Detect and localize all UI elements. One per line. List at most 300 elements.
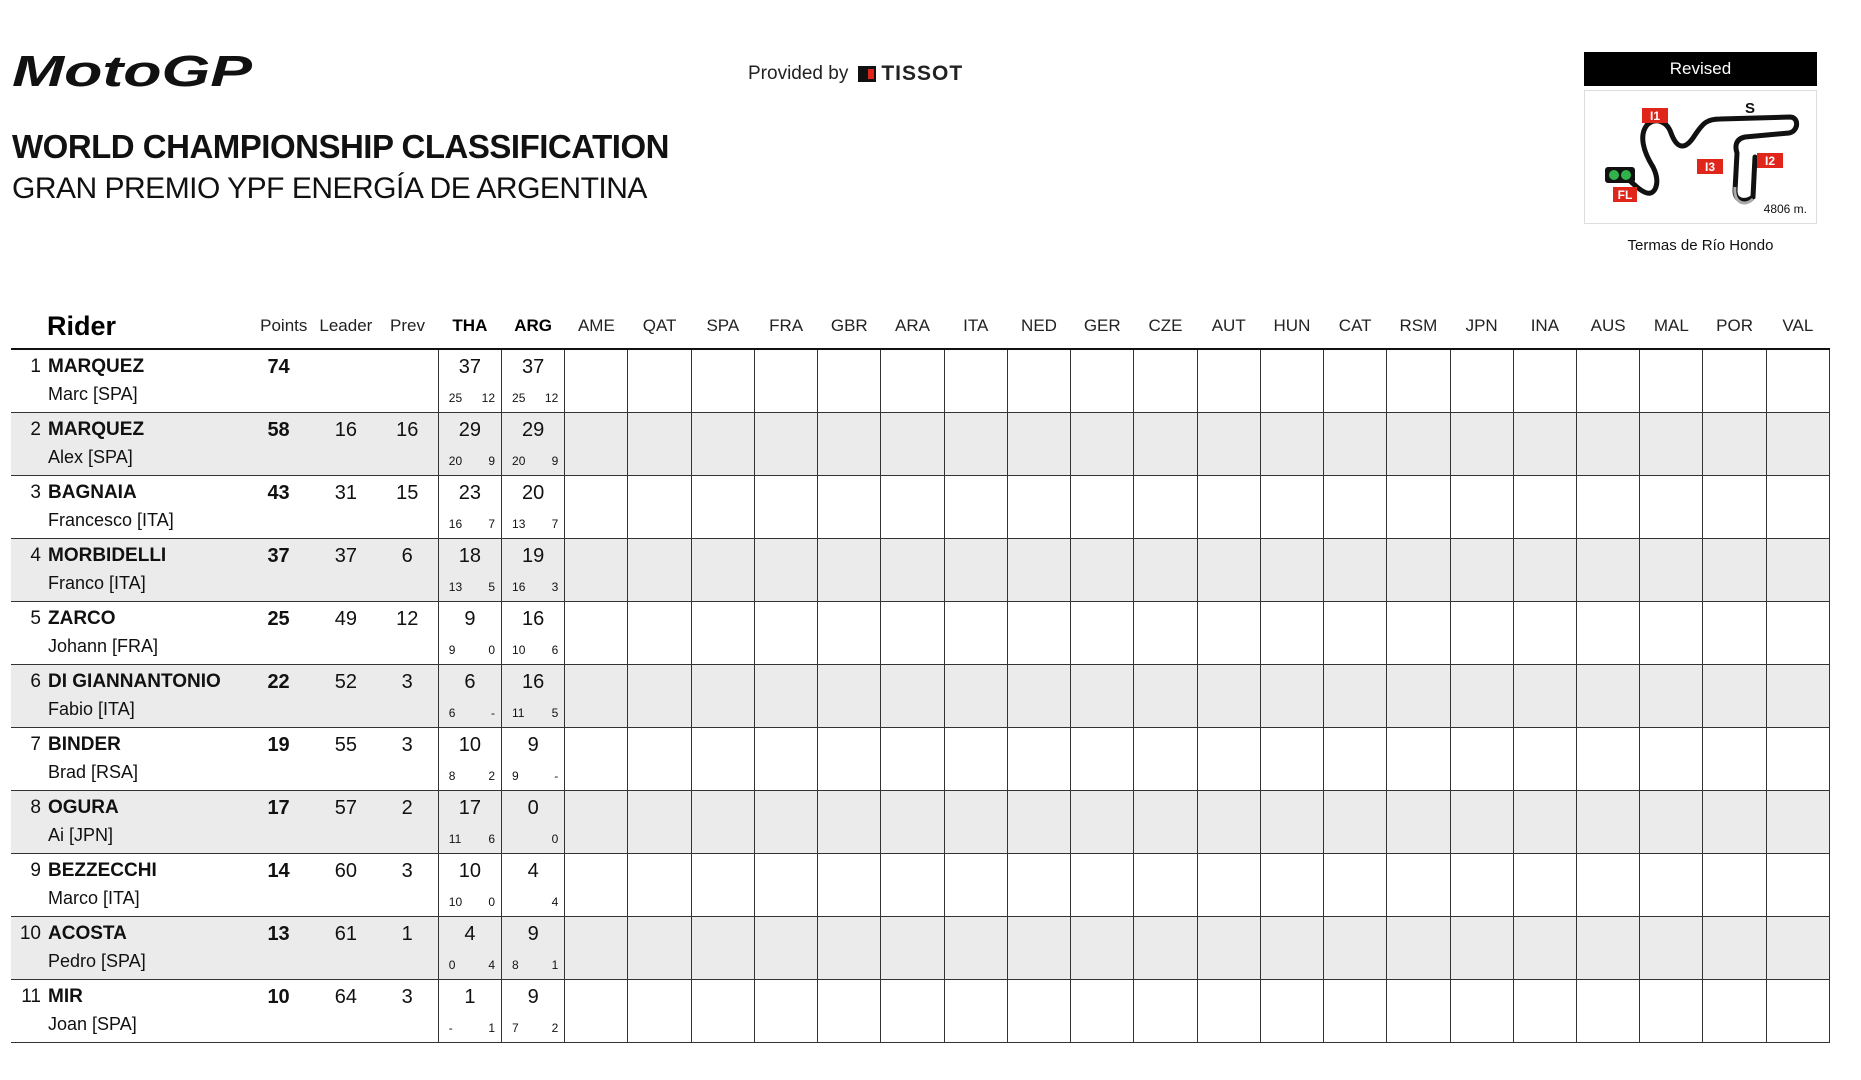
- round-header-ame: AME: [577, 316, 615, 335]
- prev-gap-cell: 6: [401, 544, 413, 567]
- round-cell-por: [1703, 538, 1766, 601]
- round-cell-cat: [1324, 853, 1387, 916]
- round-cell-ita: [944, 664, 1007, 727]
- sprint-points: 2: [488, 768, 496, 783]
- round-cell-ned: [1007, 538, 1070, 601]
- round-cell-aut: [1197, 979, 1260, 1042]
- round-total: 37: [458, 356, 482, 378]
- round-cell-ned: [1007, 349, 1070, 412]
- points-cell: 14: [267, 859, 290, 882]
- round-cell-jpn: [1450, 412, 1513, 475]
- round-cell-gbr: [818, 790, 881, 853]
- round-cell-arg: [502, 412, 565, 475]
- position: 5: [30, 607, 41, 629]
- leader-gap-cell: 31: [334, 481, 357, 504]
- sprint-points: 1: [551, 957, 559, 972]
- race-points: 8: [448, 768, 456, 783]
- rider-cell: [11, 664, 252, 727]
- round-cell-ina: [1513, 916, 1576, 979]
- round-header-tha: THA: [452, 316, 488, 335]
- page-title: WORLD CHAMPIONSHIP CLASSIFICATION: [12, 128, 669, 165]
- round-cell-gbr: [818, 727, 881, 790]
- round-cell-rsm: [1387, 727, 1450, 790]
- sprint-points: -: [491, 705, 496, 720]
- race-points: 10: [448, 894, 463, 909]
- round-cell-ame: [565, 349, 628, 412]
- round-header-rsm: RSM: [1399, 316, 1438, 335]
- round-total: 0: [527, 796, 539, 819]
- round-header-mal: MAL: [1653, 316, 1689, 335]
- round-cell-val: [1766, 916, 1829, 979]
- points-cell: 13: [267, 922, 290, 945]
- rider-cell: [11, 916, 252, 979]
- round-header-por: POR: [1716, 316, 1753, 335]
- round-header-ger: GER: [1083, 316, 1121, 335]
- round-cell-ame: [565, 538, 628, 601]
- round-cell-fra: [754, 349, 817, 412]
- round-cell-jpn: [1450, 664, 1513, 727]
- round-total: 9: [527, 733, 539, 756]
- round-cell-cze: [1134, 979, 1197, 1042]
- points-cell: 19: [267, 733, 290, 756]
- track-map: [1584, 90, 1817, 224]
- rider-last-name: MARQUEZ: [48, 356, 145, 377]
- round-header-cze: CZE: [1148, 316, 1183, 335]
- round-cell-ame: [565, 727, 628, 790]
- round-cell-val: [1766, 412, 1829, 475]
- round-total: 6: [464, 670, 476, 693]
- round-cell-ita: [944, 412, 1007, 475]
- round-cell-gbr: [818, 979, 881, 1042]
- round-cell-ame: [565, 790, 628, 853]
- svg-text:I2: I2: [1764, 154, 1776, 168]
- round-cell-rsm: [1387, 916, 1450, 979]
- round-cell-ame: [565, 475, 628, 538]
- round-cell-fra: [754, 727, 817, 790]
- round-cell-arg: [502, 538, 565, 601]
- round-total: 17: [458, 796, 482, 819]
- round-cell-hun: [1260, 475, 1323, 538]
- race-points: 10: [512, 642, 526, 657]
- round-cell-ger: [1071, 538, 1134, 601]
- race-points: 7: [512, 1020, 519, 1035]
- round-cell-ita: [944, 853, 1007, 916]
- sprint-points: 0: [488, 894, 496, 909]
- rider-cell: [11, 853, 252, 916]
- round-cell-ned: [1007, 916, 1070, 979]
- round-cell-ina: [1513, 349, 1576, 412]
- table-row: [11, 916, 1830, 979]
- status-badge: Revised: [1584, 52, 1817, 86]
- round-cell-val: [1766, 853, 1829, 916]
- round-cell-fra: [754, 664, 817, 727]
- round-cell-qat: [628, 475, 691, 538]
- race-points: 13: [512, 516, 526, 531]
- round-cell-qat: [628, 538, 691, 601]
- prev-gap-cell: 3: [401, 670, 413, 693]
- round-cell-cat: [1324, 664, 1387, 727]
- rider-last-name: DI GIANNANTONIO: [48, 670, 221, 692]
- rider-first-name: Marco [ITA]: [48, 887, 140, 908]
- position: 8: [30, 796, 41, 818]
- round-cell-hun: [1260, 538, 1323, 601]
- round-cell-ame: [565, 412, 628, 475]
- race-points: 11: [512, 705, 525, 720]
- round-cell-ara: [881, 727, 944, 790]
- round-header-ned: NED: [1021, 316, 1057, 335]
- round-total: 16: [522, 670, 545, 693]
- round-cell-ara: [881, 916, 944, 979]
- round-cell-gbr: [818, 916, 881, 979]
- round-cell-ned: [1007, 475, 1070, 538]
- rider-cell: [11, 349, 252, 412]
- round-cell-tha: [438, 538, 501, 601]
- round-cell-aus: [1577, 601, 1640, 664]
- round-cell-por: [1703, 790, 1766, 853]
- round-cell-jpn: [1450, 538, 1513, 601]
- round-cell-aut: [1197, 349, 1260, 412]
- round-cell-gbr: [818, 349, 881, 412]
- round-header-aus: AUS: [1590, 316, 1626, 335]
- rider-first-name: Fabio [ITA]: [48, 698, 135, 719]
- rider-header: Rider: [47, 310, 117, 341]
- round-cell-ina: [1513, 727, 1576, 790]
- round-cell-ger: [1071, 727, 1134, 790]
- round-cell-fra: [754, 538, 817, 601]
- round-cell-ame: [565, 979, 628, 1042]
- round-cell-aut: [1197, 727, 1260, 790]
- round-cell-aus: [1577, 412, 1640, 475]
- race-points: 6: [448, 705, 456, 720]
- round-cell-aus: [1577, 790, 1640, 853]
- table-row: [11, 727, 1830, 790]
- race-points: 8: [512, 957, 519, 972]
- round-cell-rsm: [1387, 349, 1450, 412]
- provided-by: [748, 62, 963, 86]
- round-cell-cat: [1324, 538, 1387, 601]
- round-header-ita: ITA: [963, 316, 989, 335]
- round-cell-ara: [881, 664, 944, 727]
- sprint-points: 1: [488, 1020, 496, 1035]
- round-cell-ina: [1513, 790, 1576, 853]
- position: 7: [30, 733, 41, 755]
- round-total: 10: [458, 859, 482, 882]
- round-cell-ita: [944, 538, 1007, 601]
- round-cell-qat: [628, 412, 691, 475]
- round-cell-ita: [944, 475, 1007, 538]
- round-cell-gbr: [818, 412, 881, 475]
- leader-gap-cell: 55: [334, 733, 357, 756]
- round-header-arg: ARG: [514, 316, 553, 335]
- round-cell-val: [1766, 790, 1829, 853]
- rider-last-name: BEZZECCHI: [48, 859, 157, 881]
- round-cell-qat: [628, 790, 691, 853]
- track-name: Termas de Río Hondo: [1627, 237, 1774, 254]
- round-cell-ara: [881, 601, 944, 664]
- round-cell-spa: [691, 979, 754, 1042]
- race-points: 9: [512, 768, 519, 783]
- sprint-points: 7: [488, 516, 496, 531]
- prev-header: Prev: [389, 316, 425, 335]
- leader-gap-cell: 61: [334, 922, 357, 945]
- round-header-fra: FRA: [769, 316, 804, 335]
- round-cell-rsm: [1387, 853, 1450, 916]
- sprint-points: 12: [544, 390, 559, 405]
- rider-cell: [11, 790, 252, 853]
- round-total: 18: [458, 544, 482, 567]
- round-cell-por: [1703, 979, 1766, 1042]
- points-cell: 37: [267, 544, 290, 567]
- round-cell-arg: [502, 601, 565, 664]
- round-cell-ned: [1007, 727, 1070, 790]
- prev-gap-cell: 15: [396, 481, 419, 504]
- round-cell-spa: [691, 790, 754, 853]
- round-cell-mal: [1640, 412, 1703, 475]
- round-cell-por: [1703, 601, 1766, 664]
- leader-gap-cell: [315, 349, 377, 412]
- round-cell-ita: [944, 601, 1007, 664]
- round-cell-ita: [944, 790, 1007, 853]
- round-cell-ara: [881, 790, 944, 853]
- round-cell-tha: [438, 664, 501, 727]
- round-cell-mal: [1640, 538, 1703, 601]
- round-cell-mal: [1640, 475, 1703, 538]
- points-cell: 43: [267, 481, 290, 504]
- svg-text:I3: I3: [1704, 160, 1716, 174]
- round-cell-val: [1766, 601, 1829, 664]
- round-cell-spa: [691, 349, 754, 412]
- round-cell-tha: [438, 790, 501, 853]
- round-total: 20: [522, 481, 545, 504]
- table-row: [11, 412, 1830, 475]
- round-cell-qat: [628, 979, 691, 1042]
- round-cell-ger: [1071, 664, 1134, 727]
- round-cell-ger: [1071, 475, 1134, 538]
- sprint-points: 5: [551, 705, 559, 720]
- round-total: 19: [522, 544, 545, 567]
- race-points: 13: [448, 579, 463, 594]
- prev-gap-cell: [377, 349, 439, 412]
- round-cell-qat: [628, 664, 691, 727]
- round-cell-aus: [1577, 727, 1640, 790]
- round-cell-cat: [1324, 349, 1387, 412]
- round-cell-cze: [1134, 916, 1197, 979]
- round-cell-val: [1766, 727, 1829, 790]
- round-cell-fra: [754, 790, 817, 853]
- round-cell-tha: [438, 475, 501, 538]
- rider-first-name: Johann [FRA]: [48, 635, 159, 656]
- svg-text:4806 m.: 4806 m.: [1763, 202, 1807, 216]
- points-cell: 74: [267, 356, 290, 378]
- rider-cell: [11, 601, 252, 664]
- round-header-qat: QAT: [642, 316, 677, 335]
- round-total: 4: [527, 859, 539, 882]
- round-cell-mal: [1640, 601, 1703, 664]
- round-cell-rsm: [1387, 601, 1450, 664]
- round-cell-cze: [1134, 790, 1197, 853]
- sprint-points: 4: [551, 894, 559, 909]
- sprint-points: 6: [488, 831, 496, 846]
- round-cell-ger: [1071, 349, 1134, 412]
- round-cell-rsm: [1387, 538, 1450, 601]
- round-cell-cat: [1324, 979, 1387, 1042]
- round-cell-por: [1703, 349, 1766, 412]
- leader-gap-cell: 37: [334, 544, 357, 567]
- round-total: 4: [464, 922, 476, 945]
- round-cell-rsm: [1387, 790, 1450, 853]
- round-cell-jpn: [1450, 349, 1513, 412]
- round-cell-val: [1766, 979, 1829, 1042]
- race-points: 11: [448, 831, 462, 846]
- round-cell-cze: [1134, 538, 1197, 601]
- race-points: 16: [448, 516, 463, 531]
- round-cell-hun: [1260, 853, 1323, 916]
- round-cell-gbr: [818, 475, 881, 538]
- round-cell-tha: [438, 853, 501, 916]
- rider-last-name: ACOSTA: [48, 922, 127, 944]
- svg-text:FL: FL: [1617, 188, 1633, 202]
- round-cell-ara: [881, 349, 944, 412]
- classification-body: [11, 349, 1830, 1042]
- sprint-points: 9: [551, 453, 559, 468]
- round-cell-ger: [1071, 412, 1134, 475]
- leader-gap-cell: 57: [334, 796, 357, 819]
- round-cell-ara: [881, 475, 944, 538]
- round-cell-tha: [438, 601, 501, 664]
- round-cell-spa: [691, 475, 754, 538]
- table-row: [11, 790, 1830, 853]
- round-cell-tha: [438, 412, 501, 475]
- round-header-val: VAL: [1782, 316, 1814, 335]
- sprint-points: 3: [551, 579, 559, 594]
- rider-last-name: MIR: [48, 985, 83, 1007]
- rider-last-name: BAGNAIA: [48, 481, 137, 503]
- round-header-jpn: JPN: [1465, 316, 1498, 335]
- round-cell-tha: [438, 916, 501, 979]
- round-cell-arg: [502, 916, 565, 979]
- rider-cell: [11, 979, 252, 1042]
- race-points: -: [448, 1020, 453, 1035]
- round-cell-aus: [1577, 853, 1640, 916]
- round-total: 29: [458, 418, 482, 441]
- race-points: 25: [512, 390, 526, 405]
- round-cell-mal: [1640, 790, 1703, 853]
- rider-first-name: Joan [SPA]: [48, 1013, 137, 1034]
- round-cell-aut: [1197, 475, 1260, 538]
- round-cell-ina: [1513, 979, 1576, 1042]
- rider-last-name: BINDER: [48, 733, 121, 755]
- sponsor-name: TISSOT: [881, 62, 964, 85]
- round-cell-jpn: [1450, 727, 1513, 790]
- round-cell-aus: [1577, 979, 1640, 1042]
- round-cell-ame: [565, 664, 628, 727]
- round-cell-ina: [1513, 475, 1576, 538]
- race-points: 0: [448, 957, 456, 972]
- race-points: 9: [448, 642, 456, 657]
- leader-gap-cell: 60: [334, 859, 357, 882]
- round-cell-ina: [1513, 412, 1576, 475]
- position: 11: [21, 985, 41, 1007]
- rider-last-name: MORBIDELLI: [48, 544, 167, 566]
- round-total: 23: [458, 481, 482, 504]
- table-row: [11, 538, 1830, 601]
- round-cell-fra: [754, 916, 817, 979]
- round-cell-ita: [944, 727, 1007, 790]
- round-cell-cze: [1134, 412, 1197, 475]
- position: 2: [30, 418, 41, 440]
- race-points: 25: [448, 390, 463, 405]
- round-cell-tha: [438, 349, 501, 412]
- round-cell-qat: [628, 727, 691, 790]
- round-cell-ita: [944, 916, 1007, 979]
- round-cell-jpn: [1450, 853, 1513, 916]
- rider-first-name: Alex [SPA]: [48, 446, 133, 467]
- round-cell-mal: [1640, 349, 1703, 412]
- round-cell-hun: [1260, 664, 1323, 727]
- round-cell-qat: [628, 916, 691, 979]
- position: 1: [30, 356, 41, 377]
- round-cell-por: [1703, 664, 1766, 727]
- round-cell-cat: [1324, 412, 1387, 475]
- prev-gap-cell: 3: [401, 859, 413, 882]
- round-total: 37: [522, 356, 545, 378]
- round-cell-rsm: [1387, 664, 1450, 727]
- round-cell-fra: [754, 475, 817, 538]
- round-cell-val: [1766, 538, 1829, 601]
- rider-cell: [11, 475, 252, 538]
- round-cell-mal: [1640, 979, 1703, 1042]
- round-total: 1: [464, 985, 476, 1008]
- round-cell-ger: [1071, 979, 1134, 1042]
- round-cell-val: [1766, 349, 1829, 412]
- round-cell-gbr: [818, 601, 881, 664]
- rider-first-name: Ai [JPN]: [48, 824, 114, 845]
- round-cell-spa: [691, 412, 754, 475]
- round-cell-ned: [1007, 979, 1070, 1042]
- round-cell-ger: [1071, 790, 1134, 853]
- sprint-points: 0: [488, 642, 496, 657]
- round-cell-hun: [1260, 601, 1323, 664]
- tissot-cross-icon: [858, 66, 876, 82]
- points-cell: 10: [267, 985, 290, 1008]
- table-header: [11, 304, 1830, 349]
- round-cell-aut: [1197, 538, 1260, 601]
- rider-last-name: MARQUEZ: [48, 418, 145, 440]
- rider-first-name: Franco [ITA]: [48, 572, 146, 593]
- leader-header: Leader: [319, 316, 373, 335]
- round-cell-spa: [691, 664, 754, 727]
- round-cell-ned: [1007, 412, 1070, 475]
- round-cell-arg: [502, 349, 565, 412]
- round-cell-ita: [944, 979, 1007, 1042]
- round-cell-jpn: [1450, 475, 1513, 538]
- round-header-hun: HUN: [1273, 316, 1311, 335]
- round-cell-ina: [1513, 664, 1576, 727]
- rider-first-name: Brad [RSA]: [48, 761, 139, 782]
- round-cell-aut: [1197, 790, 1260, 853]
- round-cell-mal: [1640, 664, 1703, 727]
- tissot-logo: [858, 62, 963, 86]
- round-cell-fra: [754, 601, 817, 664]
- prev-gap-cell: 2: [401, 796, 413, 819]
- motogp-logo: [12, 50, 257, 97]
- round-cell-rsm: [1387, 475, 1450, 538]
- round-total: 29: [522, 418, 545, 441]
- round-cell-jpn: [1450, 601, 1513, 664]
- round-cell-cat: [1324, 727, 1387, 790]
- round-cell-gbr: [818, 538, 881, 601]
- round-cell-aus: [1577, 538, 1640, 601]
